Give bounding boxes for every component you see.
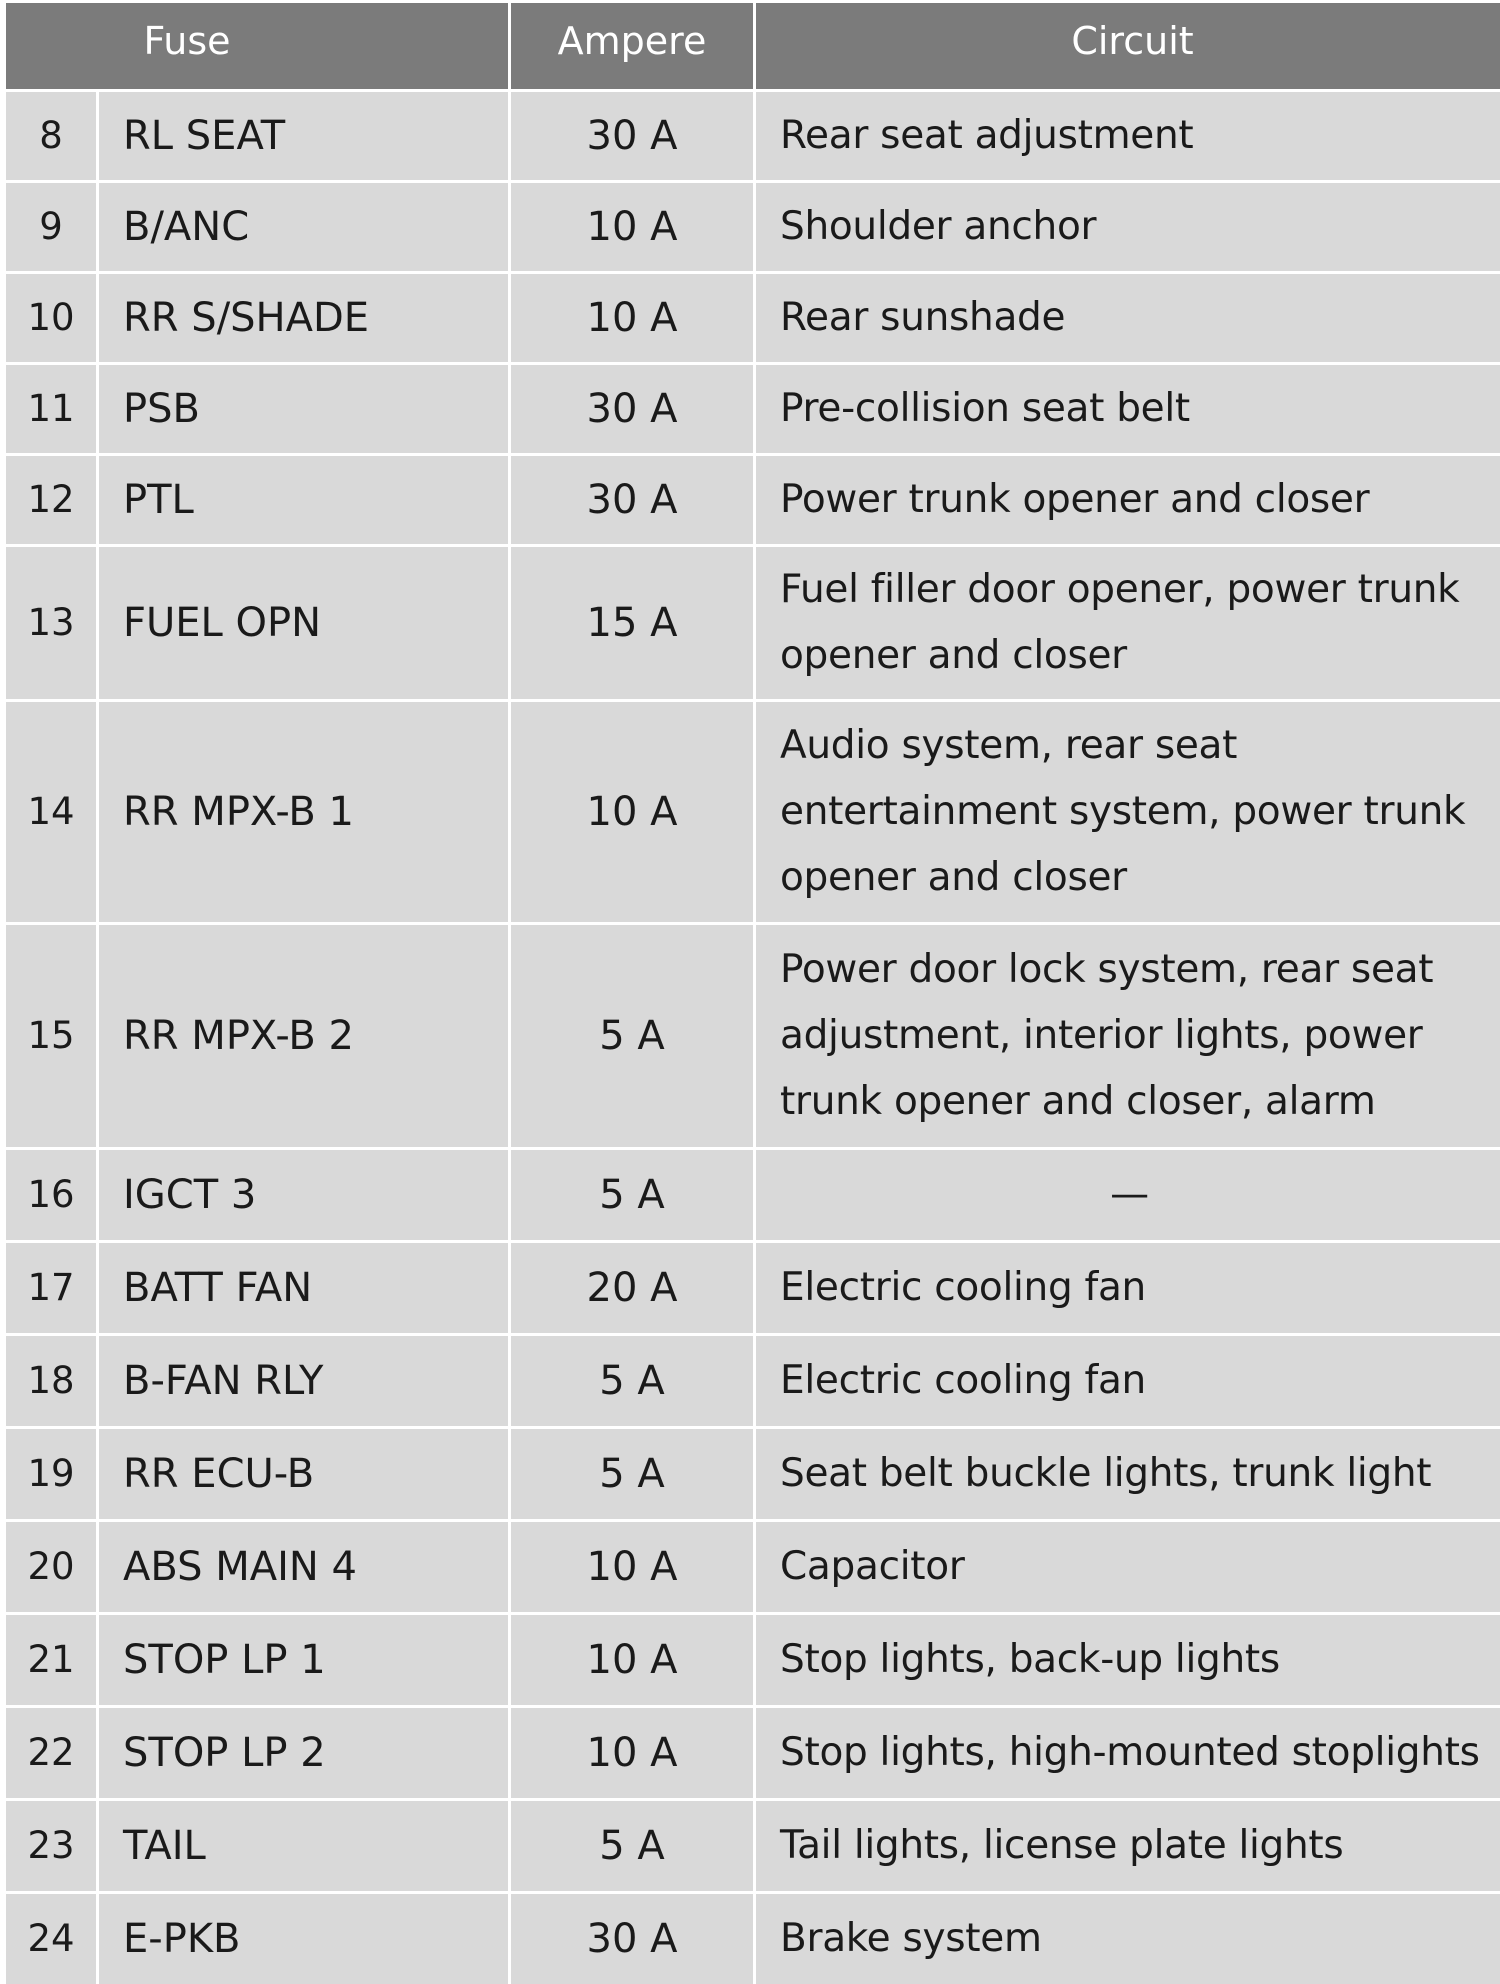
fuse-number-cell: 18	[6, 1336, 96, 1426]
ampere-cell: 5 A	[511, 1150, 753, 1240]
circuit-cell: —	[756, 1150, 1500, 1240]
fuse-name-cell: RR S/SHADE	[99, 274, 508, 362]
circuit-cell: Pre-collision seat belt	[756, 365, 1500, 453]
fuse-number-cell: 24	[6, 1894, 96, 1984]
circuit-cell: Seat belt buckle lights, trunk light	[756, 1429, 1500, 1519]
circuit-cell: Stop lights, back-up lights	[756, 1615, 1500, 1705]
fuse-number-cell: 9	[6, 183, 96, 271]
ampere-cell: 5 A	[511, 1429, 753, 1519]
ampere-cell: 5 A	[511, 1801, 753, 1891]
fuse-number-cell: 20	[6, 1522, 96, 1612]
circuit-cell: Electric cooling fan	[756, 1243, 1500, 1333]
circuit-cell: Power trunk opener and closer	[756, 456, 1500, 544]
fuse-number-cell: 22	[6, 1708, 96, 1798]
ampere-cell: 10 A	[511, 183, 753, 271]
fuse-name-cell: STOP LP 2	[99, 1708, 508, 1798]
circuit-cell: Rear seat adjustment	[756, 92, 1500, 180]
fuse-number-cell: 17	[6, 1243, 96, 1333]
ampere-cell: 15 A	[511, 547, 753, 699]
fuse-name-cell: ABS MAIN 4	[99, 1522, 508, 1612]
fuse-number-cell: 14	[6, 702, 96, 922]
fuse-number-cell: 8	[6, 92, 96, 180]
fuse-number-cell: 11	[6, 365, 96, 453]
ampere-cell: 30 A	[511, 365, 753, 453]
fuse-name-cell: IGCT 3	[99, 1150, 508, 1240]
header-ampere: Ampere	[511, 3, 753, 89]
ampere-cell: 10 A	[511, 1522, 753, 1612]
ampere-cell: 30 A	[511, 456, 753, 544]
ampere-cell: 10 A	[511, 702, 753, 922]
fuse-name-cell: E-PKB	[99, 1894, 508, 1984]
fuse-number-cell: 16	[6, 1150, 96, 1240]
fuse-table	[6, 3, 1500, 1962]
fuse-name-cell: FUEL OPN	[99, 547, 508, 699]
fuse-number-cell: 10	[6, 274, 96, 362]
ampere-cell: 20 A	[511, 1243, 753, 1333]
fuse-name-cell: BATT FAN	[99, 1243, 508, 1333]
circuit-cell: Electric cooling fan	[756, 1336, 1500, 1426]
fuse-number-cell: 19	[6, 1429, 96, 1519]
header-fuse: Fuse	[6, 3, 508, 89]
circuit-cell: Capacitor	[756, 1522, 1500, 1612]
ampere-cell: 30 A	[511, 92, 753, 180]
fuse-name-cell: RL SEAT	[99, 92, 508, 180]
fuse-name-cell: B/ANC	[99, 183, 508, 271]
ampere-cell: 5 A	[511, 1336, 753, 1426]
circuit-cell: Brake system	[756, 1894, 1500, 1984]
fuse-number-cell: 15	[6, 925, 96, 1147]
fuse-name-cell: RR MPX-B 1	[99, 702, 508, 922]
ampere-cell: 10 A	[511, 1708, 753, 1798]
header-circuit: Circuit	[756, 3, 1500, 89]
ampere-cell: 30 A	[511, 1894, 753, 1984]
fuse-name-cell: TAIL	[99, 1801, 508, 1891]
fuse-name-cell: STOP LP 1	[99, 1615, 508, 1705]
circuit-cell: Tail lights, license plate lights	[756, 1801, 1500, 1891]
circuit-cell: Power door lock system, rear seat adjustment, interior lights, power trunk opener and closer, alarm	[756, 925, 1500, 1147]
fuse-name-cell: RR ECU-B	[99, 1429, 508, 1519]
fuse-number-cell: 21	[6, 1615, 96, 1705]
circuit-cell: Shoulder anchor	[756, 183, 1500, 271]
circuit-cell: Fuel filler door opener, power trunk opener and closer	[756, 547, 1500, 699]
fuse-name-cell: B-FAN RLY	[99, 1336, 508, 1426]
fuse-number-cell: 23	[6, 1801, 96, 1891]
fuse-name-cell: RR MPX-B 2	[99, 925, 508, 1147]
ampere-cell: 5 A	[511, 925, 753, 1147]
circuit-cell: Audio system, rear seat entertainment system, power trunk opener and closer	[756, 702, 1500, 922]
fuse-name-cell: PSB	[99, 365, 508, 453]
circuit-cell: Rear sunshade	[756, 274, 1500, 362]
fuse-name-cell: PTL	[99, 456, 508, 544]
circuit-cell: Stop lights, high-mounted stoplights	[756, 1708, 1500, 1798]
ampere-cell: 10 A	[511, 274, 753, 362]
fuse-number-cell: 12	[6, 456, 96, 544]
ampere-cell: 10 A	[511, 1615, 753, 1705]
fuse-number-cell: 13	[6, 547, 96, 699]
